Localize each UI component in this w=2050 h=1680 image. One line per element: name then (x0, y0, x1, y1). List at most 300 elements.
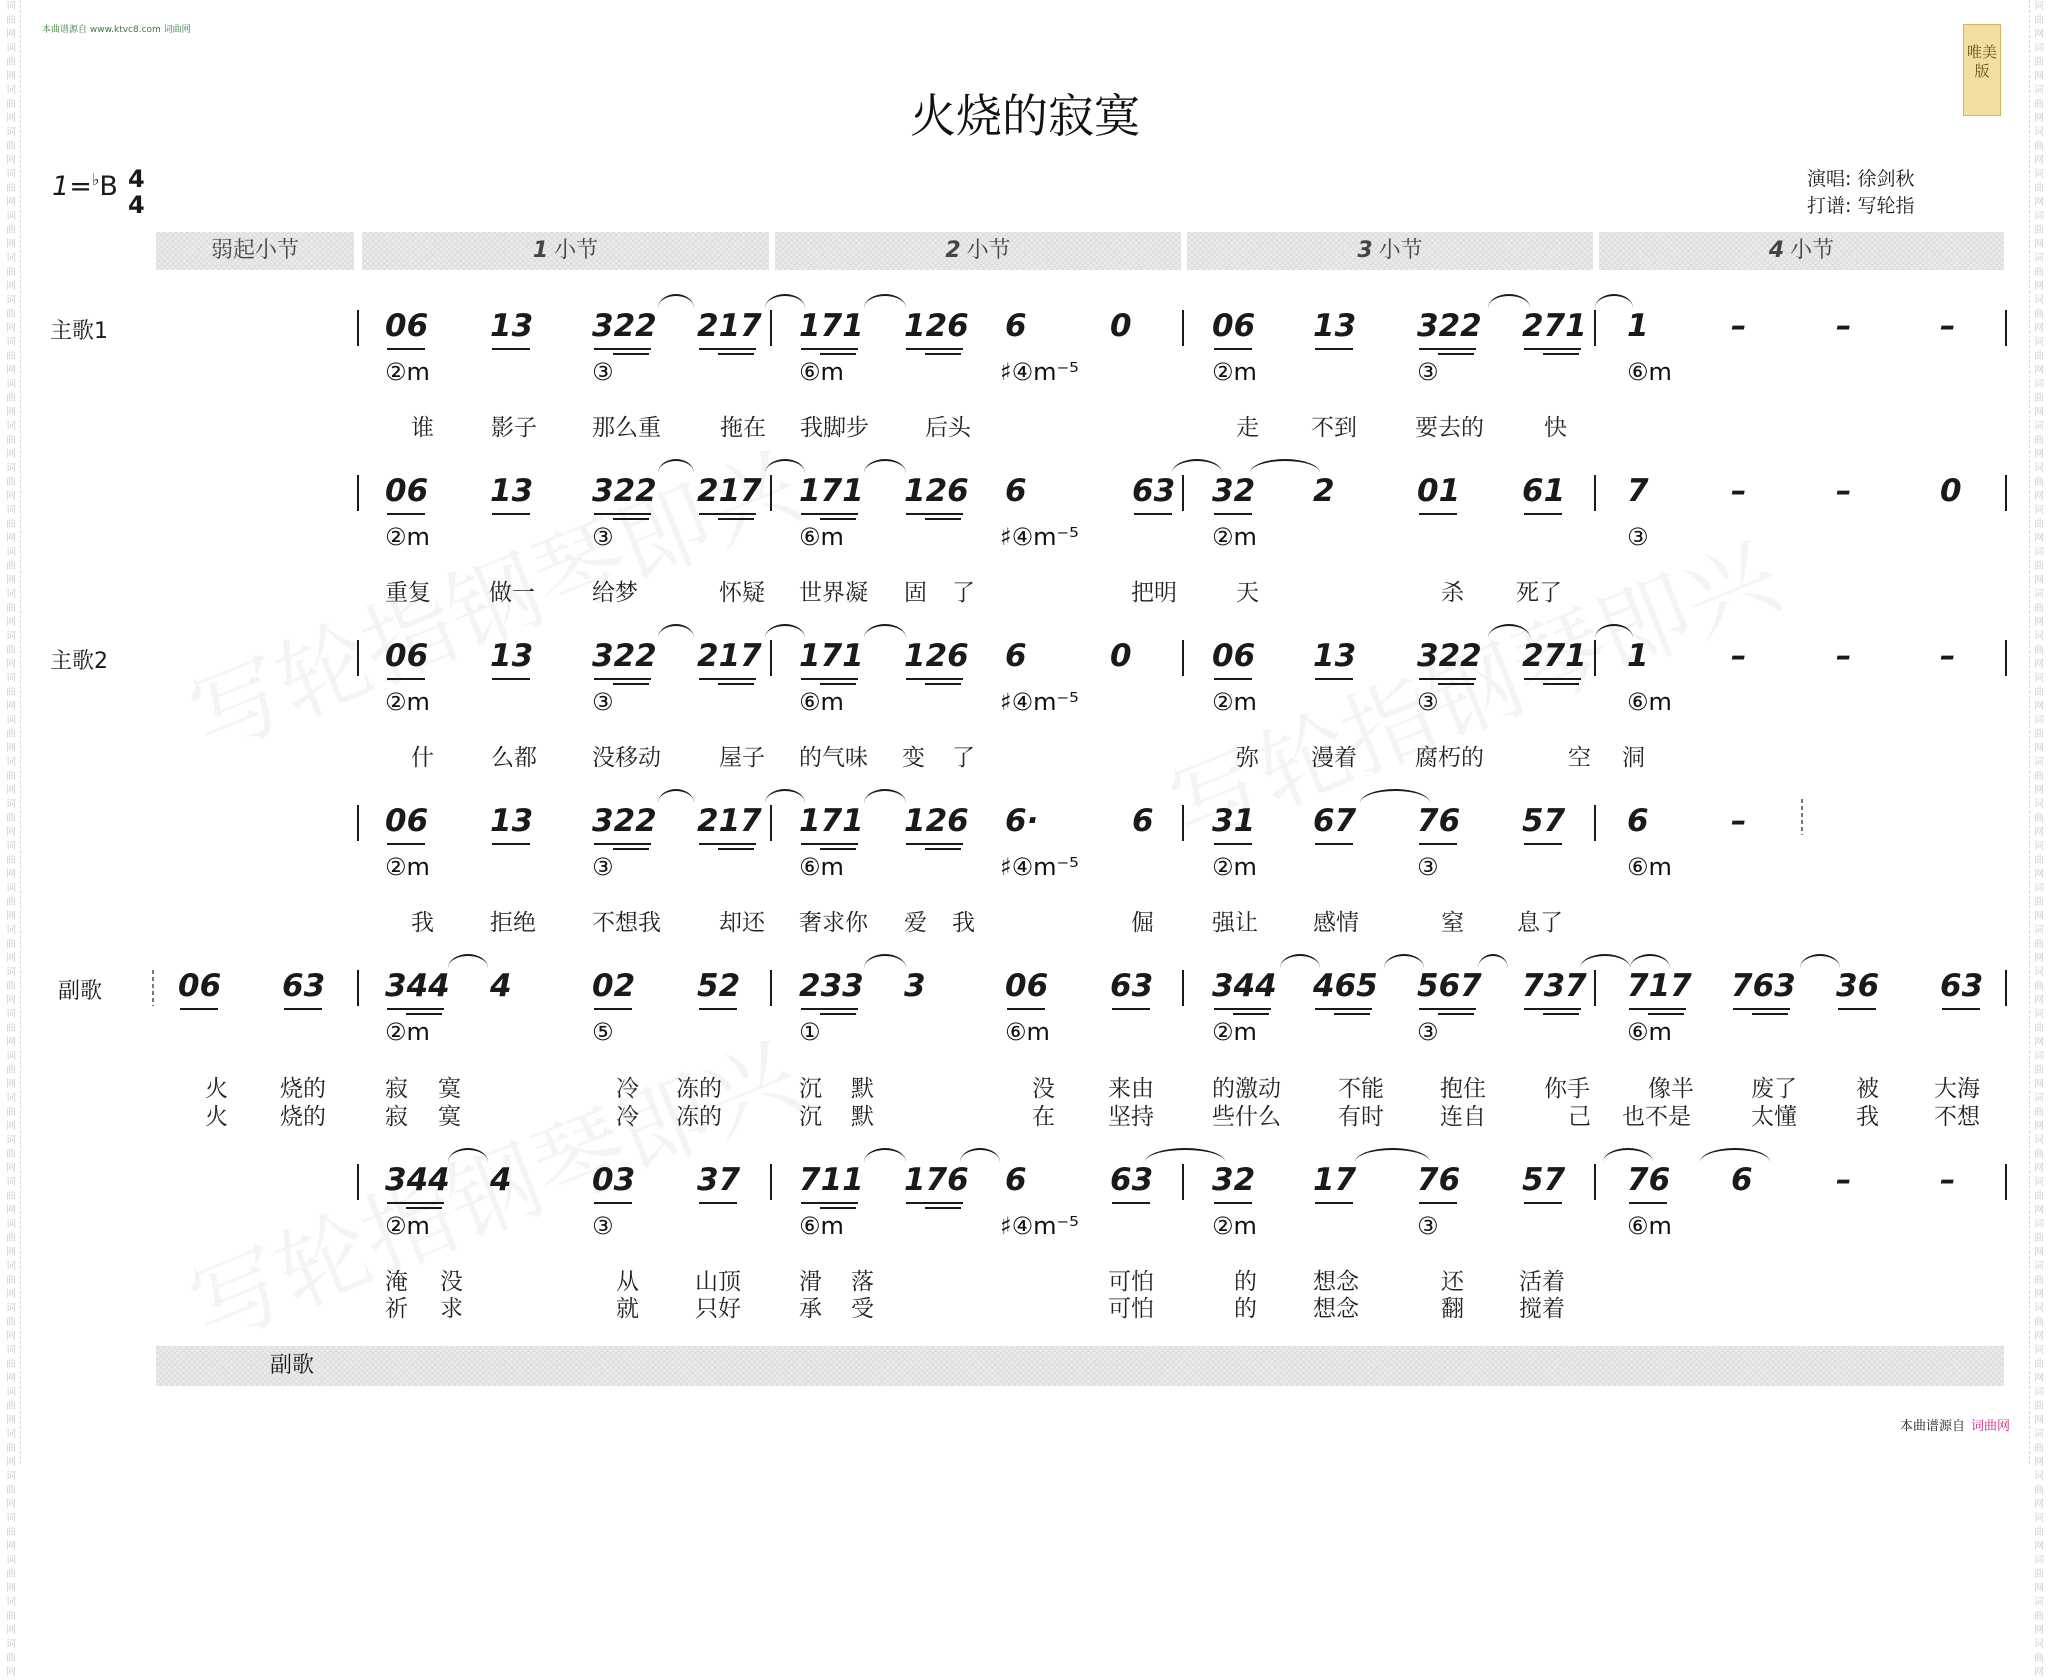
note-r1-5: 126 (904, 308, 969, 344)
lyric-r4-0: 我 (411, 910, 434, 936)
chord-r6-4: ②m (1212, 1212, 1257, 1240)
slur-r3-0 (658, 624, 694, 638)
lyric-r5b-10: 些什么 (1212, 1104, 1281, 1130)
lyric-r1-6: 走 (1236, 415, 1259, 441)
beam2-r4-4 (820, 848, 856, 850)
lyric-r6a-2: 从 (616, 1269, 639, 1295)
beam2-r4-2 (613, 848, 649, 850)
barline-r2-2 (1182, 475, 1184, 511)
lyric-r6a-5: 落 (851, 1269, 874, 1295)
slur-r6-1 (864, 1148, 906, 1162)
beam-r4-3 (699, 843, 756, 845)
lyric-r6b-7: 的 (1234, 1296, 1257, 1322)
lyric-r1-2: 那么重 (592, 415, 661, 441)
note-r1-2: 322 (592, 308, 657, 344)
lyric-r5a-12: 抱住 (1440, 1076, 1486, 1102)
footer-section-label: 副歌 (270, 1353, 315, 1378)
key-degree: 1 (52, 171, 70, 202)
note-r3-14: – (1836, 638, 1852, 674)
lyric-r4-10: 窒 (1441, 910, 1464, 936)
barline-r3-1 (770, 640, 772, 676)
note-r1-12: 1 (1627, 308, 1649, 344)
beam-r1-9 (1315, 348, 1353, 350)
beam-r5-5 (699, 1008, 737, 1010)
slur-r6-5 (1603, 1148, 1653, 1162)
lyric-r3-6: 了 (952, 745, 975, 771)
chord-r2-5: ③ (1627, 523, 1649, 551)
slur-r1-3 (1488, 294, 1530, 308)
lyric-r5b-9: 坚持 (1108, 1104, 1154, 1130)
barline-r4-1 (770, 805, 772, 841)
beam-r5-13 (1524, 1008, 1581, 1010)
slur-r3-4 (1595, 624, 1633, 638)
note-r3-7: 0 (1110, 638, 1132, 674)
note-r6-6: 6 (1005, 1162, 1027, 1198)
beam-r3-10 (1419, 678, 1476, 680)
lyric-r5b-3: 寞 (438, 1104, 461, 1130)
beam2-r2-2 (613, 518, 649, 520)
chord-r6-2: ⑥m (799, 1212, 844, 1240)
note-r3-2: 322 (592, 638, 657, 674)
lyric-r4-3: 却还 (719, 910, 765, 936)
lyric-r3-0: 什 (411, 745, 434, 771)
beam2-r2-5 (925, 518, 961, 520)
lyric-r3-3: 屋子 (719, 745, 765, 771)
chord-r1-1: ③ (592, 358, 614, 386)
beam2-r1-11 (1543, 353, 1579, 355)
lyric-r2-1: 做一 (489, 580, 535, 606)
note-r1-11: 271 (1522, 308, 1587, 344)
lyric-r5a-7: 默 (851, 1076, 874, 1102)
lyric-r5a-9: 来由 (1108, 1076, 1154, 1102)
header-pickup-label: 弱起小节 (210, 238, 299, 263)
slur-r2-0 (658, 459, 694, 473)
slur-r2-4 (1250, 459, 1320, 473)
chord-r5-0: ②m (385, 1018, 430, 1046)
note-r3-11: 271 (1522, 638, 1587, 674)
beam2-r5-10 (1233, 1013, 1269, 1015)
dashed-barline-end (1801, 799, 1803, 835)
chord-r3-5: ③ (1417, 688, 1439, 716)
beam2-r5-14 (1648, 1013, 1684, 1015)
note-r5-0: 06 (178, 968, 222, 1004)
note-r4-11: 57 (1522, 803, 1566, 839)
header-measure-4-num: 4 (1768, 238, 1785, 263)
beam-r1-11 (1524, 348, 1581, 350)
lyric-r1-0: 谁 (411, 415, 434, 441)
beam-r3-5 (906, 678, 963, 680)
source-note-bottom (1900, 1415, 2010, 1434)
lyric-r6a-10: 活着 (1519, 1269, 1565, 1295)
header-measure-1-num: 1 (532, 238, 549, 263)
barline-r5-2 (1182, 970, 1184, 1006)
chord-r5-4: ②m (1212, 1018, 1257, 1046)
beam-r1-1 (492, 348, 530, 350)
beam2-r5-2 (406, 1013, 442, 1015)
chord-r2-2: ⑥m (799, 523, 844, 551)
note-r5-3: 4 (490, 968, 512, 1004)
lyric-r5a-15: 废了 (1751, 1076, 1797, 1102)
beam2-r6-5 (925, 1207, 961, 1209)
beam-r4-0 (387, 843, 425, 845)
credits (1807, 166, 1914, 220)
chord-r4-0: ②m (385, 853, 430, 881)
note-r5-7: 3 (904, 968, 926, 1004)
slur-r5-4 (1478, 954, 1508, 968)
right-margin-strip: 词曲网词曲网词曲网词曲网词曲网词曲网词曲网词曲网词曲网词曲网词曲网词曲网词曲网词曲网词曲网词曲网词曲网词曲网词曲网词曲网词曲网词曲网词曲网词曲网词曲网词曲网词曲网词曲网词曲网词曲网词曲网词曲网词曲网词曲网词曲网词曲网词曲网词曲网词曲网词曲网 (2029, 0, 2048, 1464)
note-r5-9: 63 (1110, 968, 1154, 1004)
chord-r4-6: ⑥m (1627, 853, 1672, 881)
lyric-r1-1: 影子 (491, 415, 537, 441)
beam2-r5-6 (820, 1013, 856, 1015)
barline-r5-1 (770, 970, 772, 1006)
lyric-r3-4: 的气味 (799, 745, 868, 771)
lyric-r4-5: 爱 (904, 910, 927, 936)
beam-r2-11 (1524, 513, 1562, 515)
note-r3-0: 06 (385, 638, 429, 674)
lyric-r6a-0: 淹 (385, 1269, 408, 1295)
lyric-r6a-3: 山顶 (695, 1269, 741, 1295)
lyric-r5a-11: 不能 (1338, 1076, 1384, 1102)
header-measure-2 (775, 232, 1181, 270)
beam2-r6-0 (406, 1207, 442, 1209)
slur-r6-2 (960, 1148, 1000, 1162)
lyric-r5b-13: 己 (1568, 1104, 1591, 1130)
beam-r5-16 (1838, 1008, 1876, 1010)
chord-r4-2: ⑥m (799, 853, 844, 881)
beam-r3-0 (387, 678, 425, 680)
source-bottom-text: 本曲谱源自 (1899, 1419, 1965, 1434)
header-measure-1 (362, 232, 769, 270)
header-measure-3-num: 3 (1357, 238, 1373, 263)
note-r2-13: – (1731, 473, 1747, 509)
chord-r1-0: ②m (385, 358, 430, 386)
lyric-r5b-17: 不想 (1934, 1104, 1980, 1130)
chord-r2-1: ③ (592, 523, 614, 551)
note-r1-6: 6 (1005, 308, 1027, 344)
barline-r1-0 (357, 310, 359, 346)
barline-r2-0 (357, 475, 359, 511)
chord-r3-1: ③ (592, 688, 614, 716)
beam-r3-9 (1315, 678, 1353, 680)
lyric-r6b-10: 搅着 (1519, 1296, 1565, 1322)
note-r6-10: 76 (1417, 1162, 1461, 1198)
note-r4-10: 76 (1417, 803, 1461, 839)
note-r5-14: 717 (1627, 968, 1692, 1004)
lyric-r3-1: 么都 (491, 745, 537, 771)
note-r5-5: 52 (697, 968, 741, 1004)
note-r2-5: 126 (904, 473, 969, 509)
note-r3-15: – (1940, 638, 1956, 674)
beam-r5-15 (1733, 1008, 1790, 1010)
beam-r6-10 (1419, 1202, 1457, 1204)
slur-r5-0 (448, 954, 488, 968)
note-r2-10: 01 (1417, 473, 1461, 509)
beam2-r3-10 (1438, 683, 1474, 685)
beam-r5-1 (284, 1008, 322, 1010)
note-r6-14: – (1836, 1162, 1852, 1198)
beam-r6-7 (1112, 1202, 1150, 1204)
chord-r1-2: ⑥m (799, 358, 844, 386)
lyric-r5a-6: 沉 (799, 1076, 822, 1102)
beam-r2-8 (1214, 513, 1252, 515)
beam2-r3-11 (1543, 683, 1579, 685)
note-r4-12: 6 (1627, 803, 1649, 839)
singer-label: 演唱: (1807, 168, 1852, 190)
note-r6-2: 03 (592, 1162, 636, 1198)
note-r4-3: 217 (697, 803, 762, 839)
slur-r6-0 (448, 1148, 488, 1162)
time-signature (128, 166, 145, 218)
barline-r5-0 (357, 970, 359, 1006)
beam-r5-8 (1007, 1008, 1045, 1010)
barline-r4-0 (357, 805, 359, 841)
time-denominator: 4 (128, 191, 145, 219)
note-r4-13: – (1731, 803, 1747, 839)
note-r6-15: – (1940, 1162, 1956, 1198)
lyric-r5a-4: 冷 (616, 1076, 639, 1102)
beam2-r3-5 (925, 683, 961, 685)
lyric-r6a-4: 滑 (799, 1269, 822, 1295)
slur-r1-4 (1595, 294, 1633, 308)
beam-r1-5 (906, 348, 963, 350)
chord-r5-1: ⑤ (592, 1018, 614, 1046)
beam-r4-10 (1419, 843, 1457, 845)
beam-r4-4 (801, 843, 858, 845)
chord-r1-5: ③ (1417, 358, 1439, 386)
lyric-r5a-5: 冻的 (676, 1076, 722, 1102)
note-r5-10: 344 (1212, 968, 1277, 1004)
note-r6-8: 32 (1212, 1162, 1256, 1198)
note-r3-3: 217 (697, 638, 762, 674)
chord-r1-3: ♯④m⁻⁵ (1000, 358, 1079, 386)
lyric-r6b-8: 想念 (1313, 1296, 1359, 1322)
header-measure-4-label: 小节 (1790, 238, 1835, 263)
beam-r5-0 (180, 1008, 218, 1010)
beam-r2-3 (699, 513, 756, 515)
slur-r1-0 (658, 294, 694, 308)
note-r5-8: 06 (1005, 968, 1049, 1004)
lyric-r3-11: 洞 (1622, 745, 1645, 771)
header-measure-4 (1599, 232, 2004, 270)
beam2-r5-11 (1334, 1013, 1370, 1015)
barline-r3-2 (1182, 640, 1184, 676)
note-r1-7: 0 (1110, 308, 1132, 344)
beam-r6-12 (1629, 1202, 1667, 1204)
header-measure-3 (1187, 232, 1593, 270)
note-r2-14: – (1836, 473, 1852, 509)
beam-r3-11 (1524, 678, 1581, 680)
header-measure-2-num: 2 (945, 238, 961, 263)
header-measure-1-label: 小节 (554, 238, 599, 263)
note-r4-8: 31 (1212, 803, 1256, 839)
lyric-r1-9: 快 (1544, 415, 1567, 441)
slur-r1-1 (765, 294, 805, 308)
source-bottom-site: 词曲网 (1970, 1419, 2010, 1434)
note-r2-6: 6 (1005, 473, 1027, 509)
lyric-r4-2: 不想我 (592, 910, 661, 936)
note-r5-1: 63 (282, 968, 326, 1004)
beam-r6-3 (699, 1202, 737, 1204)
note-r4-1: 13 (490, 803, 534, 839)
barline-r1-2 (1182, 310, 1184, 346)
beam-r6-0 (387, 1202, 444, 1204)
barline-r3-3 (1594, 640, 1596, 676)
slur-r6-6 (1700, 1148, 1770, 1162)
note-r2-12: 7 (1627, 473, 1649, 509)
note-r3-8: 06 (1212, 638, 1256, 674)
beam-r1-2 (594, 348, 651, 350)
chord-r6-6: ⑥m (1627, 1212, 1672, 1240)
barline-r3-0 (357, 640, 359, 676)
lyric-r1-3: 拖在 (720, 415, 766, 441)
lyric-r2-7: 把明 (1131, 580, 1177, 606)
beam2-r1-2 (613, 353, 649, 355)
slur-r2-3 (1172, 459, 1222, 473)
note-r4-5: 126 (904, 803, 969, 839)
barline-r4-2 (1182, 805, 1184, 841)
beam-r2-5 (906, 513, 963, 515)
beam2-r4-3 (718, 848, 754, 850)
lyric-r2-5: 固 (904, 580, 927, 606)
beam-r5-12 (1419, 1008, 1476, 1010)
header-pickup (156, 232, 354, 270)
lyric-r5b-5: 冻的 (676, 1104, 722, 1130)
beam-r4-8 (1214, 843, 1252, 845)
note-r5-4: 02 (592, 968, 636, 1004)
page-title: 火烧的寂寞 (910, 89, 1140, 143)
lyric-r1-4: 我脚步 (800, 415, 869, 441)
note-r4-7: 6 (1132, 803, 1154, 839)
note-r2-3: 217 (697, 473, 762, 509)
header-measure-3-label: 小节 (1378, 238, 1423, 263)
beam-r1-4 (801, 348, 858, 350)
beam2-r1-10 (1438, 353, 1474, 355)
section-label-chorus: 副歌 (58, 979, 103, 1004)
note-r5-11: 465 (1313, 968, 1378, 1004)
note-r1-1: 13 (490, 308, 534, 344)
lyric-r5a-14: 像半 (1648, 1076, 1694, 1102)
lyric-r5b-2: 寂 (385, 1104, 408, 1130)
slur-r5-2 (1280, 954, 1320, 968)
slur-r6-3 (1145, 1148, 1225, 1162)
note-r6-12: 76 (1627, 1162, 1671, 1198)
note-r1-4: 171 (799, 308, 864, 344)
chord-r5-3: ⑥m (1005, 1018, 1050, 1046)
barline-r1-3 (1594, 310, 1596, 346)
beam-r4-11 (1524, 843, 1562, 845)
lyric-r5b-12: 连自 (1440, 1104, 1486, 1130)
beam-r3-3 (699, 678, 756, 680)
note-r6-4: 711 (799, 1162, 864, 1198)
arranger-label: 打谱: (1807, 195, 1852, 217)
chord-r1-4: ②m (1212, 358, 1257, 386)
note-r6-11: 57 (1522, 1162, 1566, 1198)
note-r2-7: 63 (1132, 473, 1176, 509)
note-r4-6: 6· (1005, 803, 1039, 839)
note-r1-14: – (1836, 308, 1852, 344)
slur-r3-1 (765, 624, 805, 638)
singer-name: 徐剑秋 (1857, 168, 1915, 190)
lyric-r5a-16: 被 (1856, 1076, 1879, 1102)
slur-r2-1 (765, 459, 805, 473)
barline-r1-4 (2005, 310, 2007, 346)
lyric-r1-5: 后头 (925, 415, 971, 441)
chord-r3-4: ②m (1212, 688, 1257, 716)
lyric-r2-0: 重复 (385, 580, 431, 606)
lyric-r4-11: 息了 (1517, 910, 1563, 936)
note-r1-15: – (1940, 308, 1956, 344)
note-r1-0: 06 (385, 308, 429, 344)
lyric-r2-6: 了 (952, 580, 975, 606)
time-numerator: 4 (128, 165, 145, 193)
lyric-r5a-0: 火 (205, 1076, 228, 1102)
slur-r5-7 (1800, 954, 1840, 968)
key-signature: 1=♭B (52, 170, 118, 202)
beam-r2-4 (801, 513, 858, 515)
beam-r5-9 (1112, 1008, 1150, 1010)
barline-r6-1 (770, 1164, 772, 1200)
chord-r2-0: ②m (385, 523, 430, 551)
lyric-r5a-8: 没 (1032, 1076, 1055, 1102)
lyric-r3-10: 空 (1568, 745, 1591, 771)
beam2-r1-4 (820, 353, 856, 355)
beam-r4-9 (1315, 843, 1353, 845)
lyric-r4-9: 感情 (1313, 910, 1359, 936)
lyric-r5b-7: 默 (851, 1104, 874, 1130)
lyric-r3-8: 漫着 (1311, 745, 1357, 771)
beam2-r2-4 (820, 518, 856, 520)
beam-r2-1 (492, 513, 530, 515)
lyric-r2-10: 死了 (1516, 580, 1562, 606)
chord-r2-3: ♯④m⁻⁵ (1000, 523, 1079, 551)
section-label-verse1: 主歌1 (50, 319, 108, 344)
left-margin-strip: 词曲网词曲网词曲网词曲网词曲网词曲网词曲网词曲网词曲网词曲网词曲网词曲网词曲网词曲网词曲网词曲网词曲网词曲网词曲网词曲网词曲网词曲网词曲网词曲网词曲网词曲网词曲网词曲网词曲网词曲网词曲网词曲网词曲网词曲网词曲网词曲网词曲网词曲网词曲网词曲网 (2, 0, 21, 1464)
note-r4-9: 67 (1313, 803, 1357, 839)
beam-r4-1 (492, 843, 530, 845)
lyric-r2-3: 怀疑 (719, 580, 765, 606)
barline-r6-0 (357, 1164, 359, 1200)
note-r1-9: 13 (1313, 308, 1357, 344)
source-note-top: 本曲谱源自 www.ktvc8.com 词曲网 (42, 25, 191, 35)
beam2-r5-15 (1752, 1013, 1788, 1015)
lyric-r4-6: 我 (952, 910, 975, 936)
chord-r4-5: ③ (1417, 853, 1439, 881)
beam-r6-2 (594, 1202, 632, 1204)
chord-r2-4: ②m (1212, 523, 1257, 551)
barline-r2-4 (2005, 475, 2007, 511)
chord-r1-6: ⑥m (1627, 358, 1672, 386)
slur-r5-3 (1384, 954, 1424, 968)
beam-r6-5 (906, 1202, 963, 1204)
chord-r5-6: ⑥m (1627, 1018, 1672, 1046)
lyric-r6b-4: 承 (799, 1296, 822, 1322)
beam2-r6-4 (820, 1207, 856, 1209)
note-r3-10: 322 (1417, 638, 1482, 674)
beam-r5-10 (1214, 1008, 1271, 1010)
slur-r3-3 (1488, 624, 1530, 638)
edition-ribbon: 唯美版 (1963, 24, 2001, 116)
slur-r3-2 (864, 624, 906, 638)
barline-r6-3 (1594, 1164, 1596, 1200)
beam-r6-11 (1524, 1202, 1562, 1204)
barline-r4-3 (1594, 805, 1596, 841)
lyric-r6b-1: 求 (440, 1296, 463, 1322)
note-r5-6: 233 (799, 968, 864, 1004)
chord-r3-3: ♯④m⁻⁵ (1000, 688, 1079, 716)
beam-r1-8 (1214, 348, 1252, 350)
section-label-verse2: 主歌2 (50, 649, 108, 674)
